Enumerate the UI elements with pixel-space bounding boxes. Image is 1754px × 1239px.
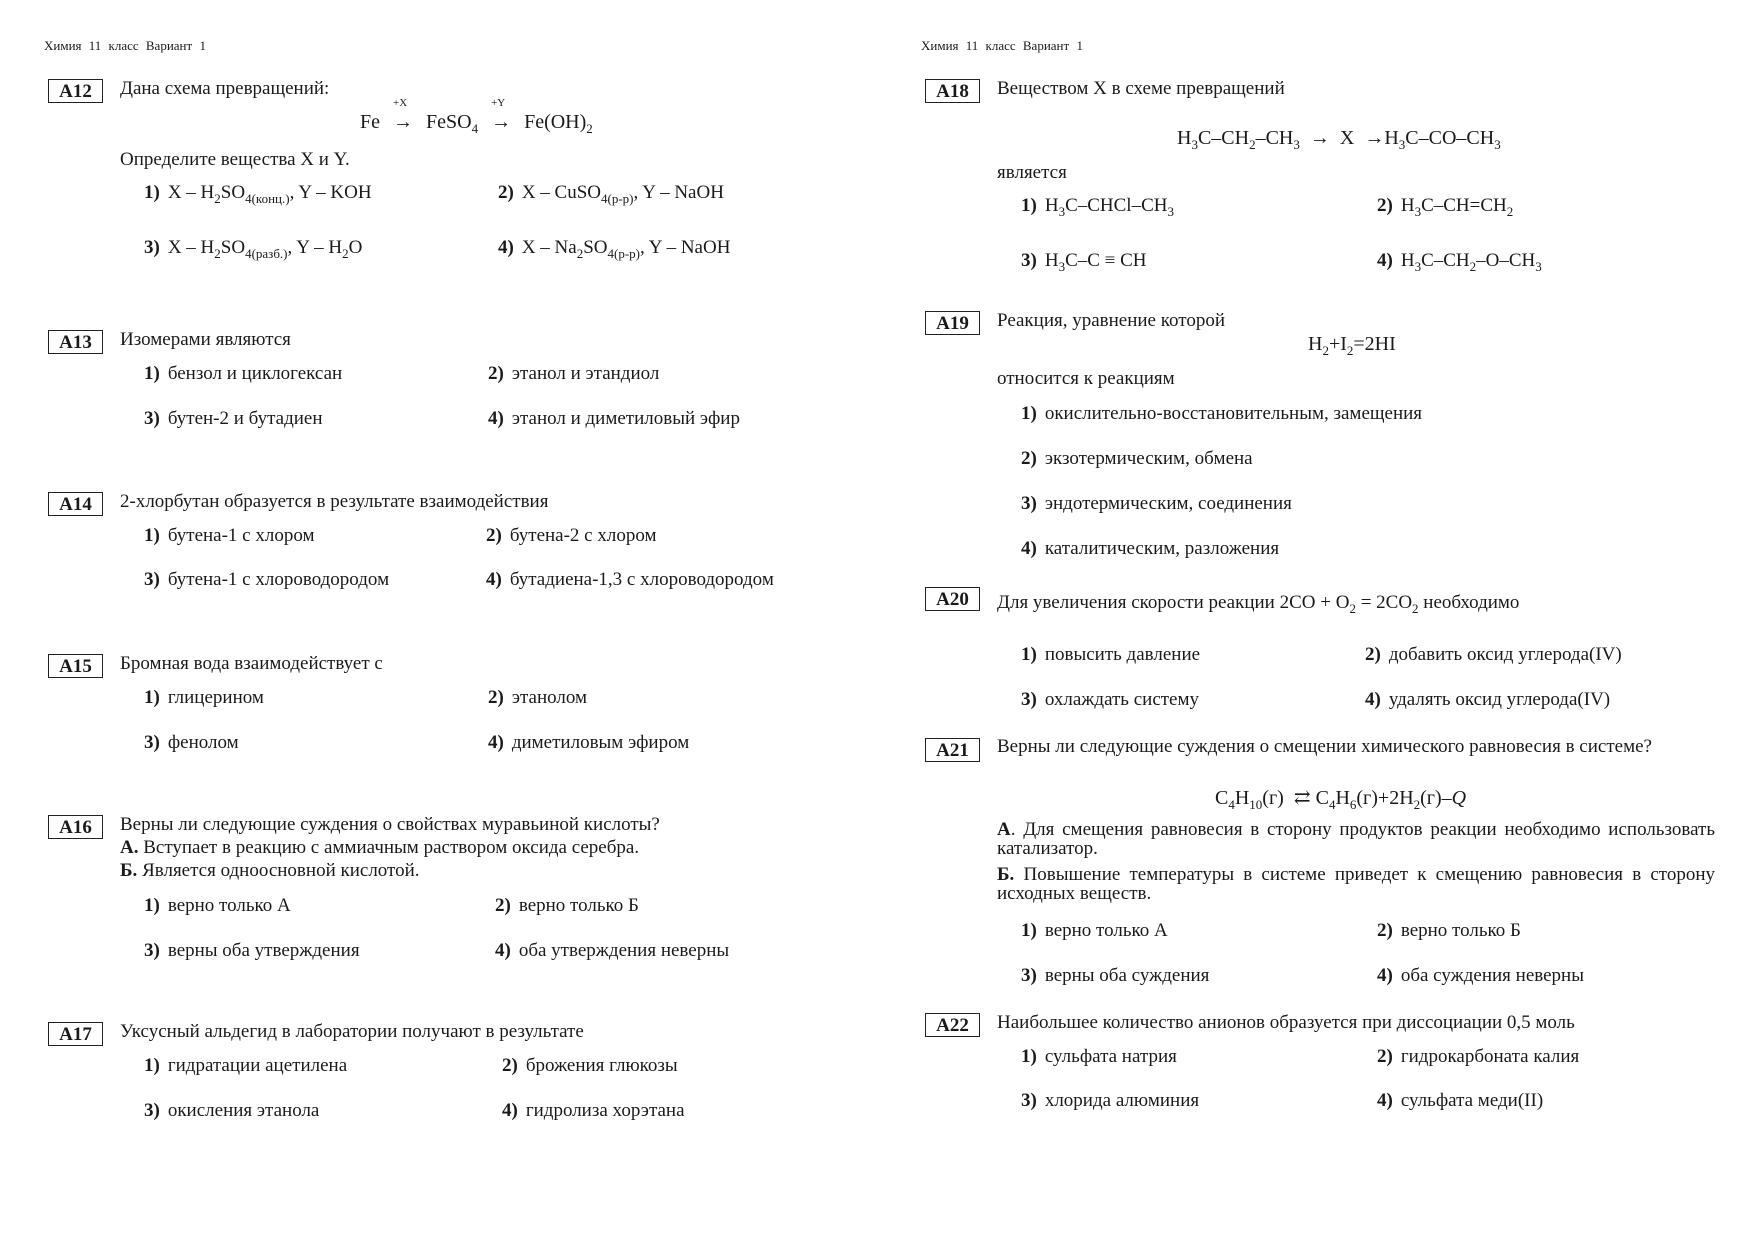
running-header: Химия 11 класс Вариант 1	[44, 38, 206, 53]
question-text: Реакция, уравнение которой	[997, 310, 1225, 331]
answer-option-2[interactable]: 2) этанолом	[488, 687, 588, 708]
answer-option-3[interactable]: 3) эндотермическим, соединения	[1021, 493, 1292, 514]
question-text: Дана схема превращений:	[120, 78, 330, 99]
running-header: Химия 11 класс Вариант 1	[921, 38, 1083, 53]
answer-option-3[interactable]: 3) верны оба утверждения	[144, 940, 360, 961]
question-text: Веществом X в схеме превращений	[997, 78, 1285, 99]
answer-option-3[interactable]: 3) окисления этанола	[144, 1100, 320, 1121]
answer-option-4[interactable]: 4) каталитическим, разложения	[1021, 538, 1280, 559]
answer-option-4[interactable]: 4) X – $Na_2SO_{4(р-р)}$, Y – NaOH	[498, 237, 731, 261]
answer-option-3[interactable]: 3) X – $H_2SO_{4(разб.)}$, Y – $H_2O$	[144, 237, 363, 261]
answer-option-4[interactable]: 4) диметиловым эфиром	[488, 732, 690, 753]
answer-option-1[interactable]: 1) повысить давление	[1021, 644, 1201, 665]
answer-option-2[interactable]: 2) добавить оксид углерода(IV)	[1365, 644, 1622, 665]
answer-option-2[interactable]: 2) верно только Б	[495, 895, 639, 916]
answer-option-4[interactable]: 4) удалять оксид углерода(IV)	[1365, 689, 1611, 710]
question-number: A20	[925, 587, 980, 611]
question-number: A12	[48, 79, 103, 103]
answer-option-4[interactable]: 4) этанол и диметиловый эфир	[488, 408, 740, 429]
question-text: Уксусный альдегид в лаборатории получают в результате	[120, 1021, 584, 1042]
answer-option-1[interactable]: 1) глицерином	[144, 687, 264, 708]
answer-option-1[interactable]: 1) верно только А	[1021, 920, 1168, 941]
question-text: Наибольшее количество анионов образуется при диссоциации 0,5 моль	[997, 1012, 1575, 1033]
answer-option-2[interactable]: 2) верно только Б	[1377, 920, 1521, 941]
answer-option-3[interactable]: 3) верны оба суждения	[1021, 965, 1210, 986]
answer-option-2[interactable]: 2) этанол и этандиол	[488, 363, 660, 384]
question-text: Для увеличения скорости реакции $2CO + O_2 = 2CO_2$ необходимо	[997, 592, 1520, 616]
answer-option-1[interactable]: 1) бензол и циклогексан	[144, 363, 343, 384]
answer-option-4[interactable]: 4) оба суждения неверны	[1377, 965, 1584, 986]
question-number: A21	[925, 738, 980, 762]
answer-option-1[interactable]: 1) $H_3C-CHCl-CH_3$	[1021, 195, 1174, 219]
question-subtext: является	[997, 162, 1067, 183]
answer-option-1[interactable]: 1) сульфата натрия	[1021, 1046, 1177, 1067]
statement-b: Б. Является одноосновной кислотой.	[120, 860, 420, 881]
statement-a: А. Для смещения равновесия в сторону продуктов реакции необходимо использовать катализатор.	[997, 819, 1715, 859]
statement-a: А. Вступает в реакцию с аммиачным раствором оксида серебра.	[120, 837, 640, 858]
answer-option-3[interactable]: 3) фенолом	[144, 732, 239, 753]
answer-option-2[interactable]: 2) экзотермическим, обмена	[1021, 448, 1253, 469]
answer-option-1[interactable]: 1) гидратации ацетилена	[144, 1055, 348, 1076]
question-number: A19	[925, 311, 980, 335]
question-number: A22	[925, 1013, 980, 1037]
transformation-scheme: $H_3C-CH_2-CH_3 \to X \to H_3C-CO-CH_3$	[1177, 127, 1501, 152]
right-page	[877, 0, 1754, 1239]
answer-option-3[interactable]: 3) бутена-1 с хлороводородом	[144, 569, 390, 590]
answer-option-3[interactable]: 3) $H_3C-C$ ≡ CH	[1021, 250, 1147, 274]
answer-option-1[interactable]: 1) бутена-1 с хлором	[144, 525, 315, 546]
equilibrium-equation: $C_4H_{10}(г)$ ⇄ $C_4H_6(г)+2H_2(г)-Q$	[1215, 787, 1467, 812]
answer-option-3[interactable]: 3) охлаждать систему	[1021, 689, 1200, 710]
question-text: 2-хлорбутан образуется в результате взаимодействия	[120, 491, 549, 512]
question-subtext: Определите вещества X и Y.	[120, 149, 350, 170]
answer-option-4[interactable]: 4) $H_3C-CH_2-O-CH_3$	[1377, 250, 1542, 274]
question-number: A13	[48, 330, 103, 354]
answer-option-4[interactable]: 4) оба утверждения неверны	[495, 940, 730, 961]
question-text: Изомерами являются	[120, 329, 291, 350]
answer-option-2[interactable]: 2) $H_3C-CH=CH_2$	[1377, 195, 1514, 219]
answer-option-3[interactable]: 3) хлорида алюминия	[1021, 1090, 1200, 1111]
statement-b: Б. Повышение температуры в системе приведет к смещению равновесия в сторону исходных веществ.	[997, 864, 1715, 904]
question-text: Бромная вода взаимодействует с	[120, 653, 383, 674]
answer-option-4[interactable]: 4) гидролиза хорэтана	[502, 1100, 685, 1121]
question-subtext: относится к реакциям	[997, 368, 1175, 389]
question-number: A18	[925, 79, 980, 103]
answer-option-3[interactable]: 3) бутен-2 и бутадиен	[144, 408, 323, 429]
answer-option-1[interactable]: 1) окислительно-восстановительным, замещения	[1021, 403, 1423, 424]
question-number: A15	[48, 654, 103, 678]
answer-option-4[interactable]: 4) бутадиена-1,3 с хлороводородом	[486, 569, 774, 590]
answer-option-4[interactable]: 4) сульфата меди(II)	[1377, 1090, 1544, 1111]
question-text: Верны ли следующие суждения о свойствах муравьиной кислоты?	[120, 814, 660, 835]
answer-option-1[interactable]: 1) верно только А	[144, 895, 291, 916]
answer-option-2[interactable]: 2) брожения глюкозы	[502, 1055, 678, 1076]
question-number: A16	[48, 815, 103, 839]
answer-option-2[interactable]: 2) гидрокарбоната калия	[1377, 1046, 1580, 1067]
question-number: A17	[48, 1022, 103, 1046]
answer-option-1[interactable]: 1) X – $H_2SO_{4(конц.)}$, Y – KOH	[144, 182, 372, 206]
answer-option-2[interactable]: 2) X – CuSO$_{4(р-р)}$, Y – NaOH	[498, 182, 724, 206]
reaction-equation: $H_2+I_2=2HI$	[1308, 333, 1396, 358]
answer-option-2[interactable]: 2) бутена-2 с хлором	[486, 525, 657, 546]
question-text: Верны ли следующие суждения о смещении химического равновесия в системе?	[997, 736, 1652, 757]
question-number: A14	[48, 492, 103, 516]
transformation-scheme: Fe +X → FeSO$_4$ +Y → $Fe(OH)_2$	[360, 97, 593, 136]
